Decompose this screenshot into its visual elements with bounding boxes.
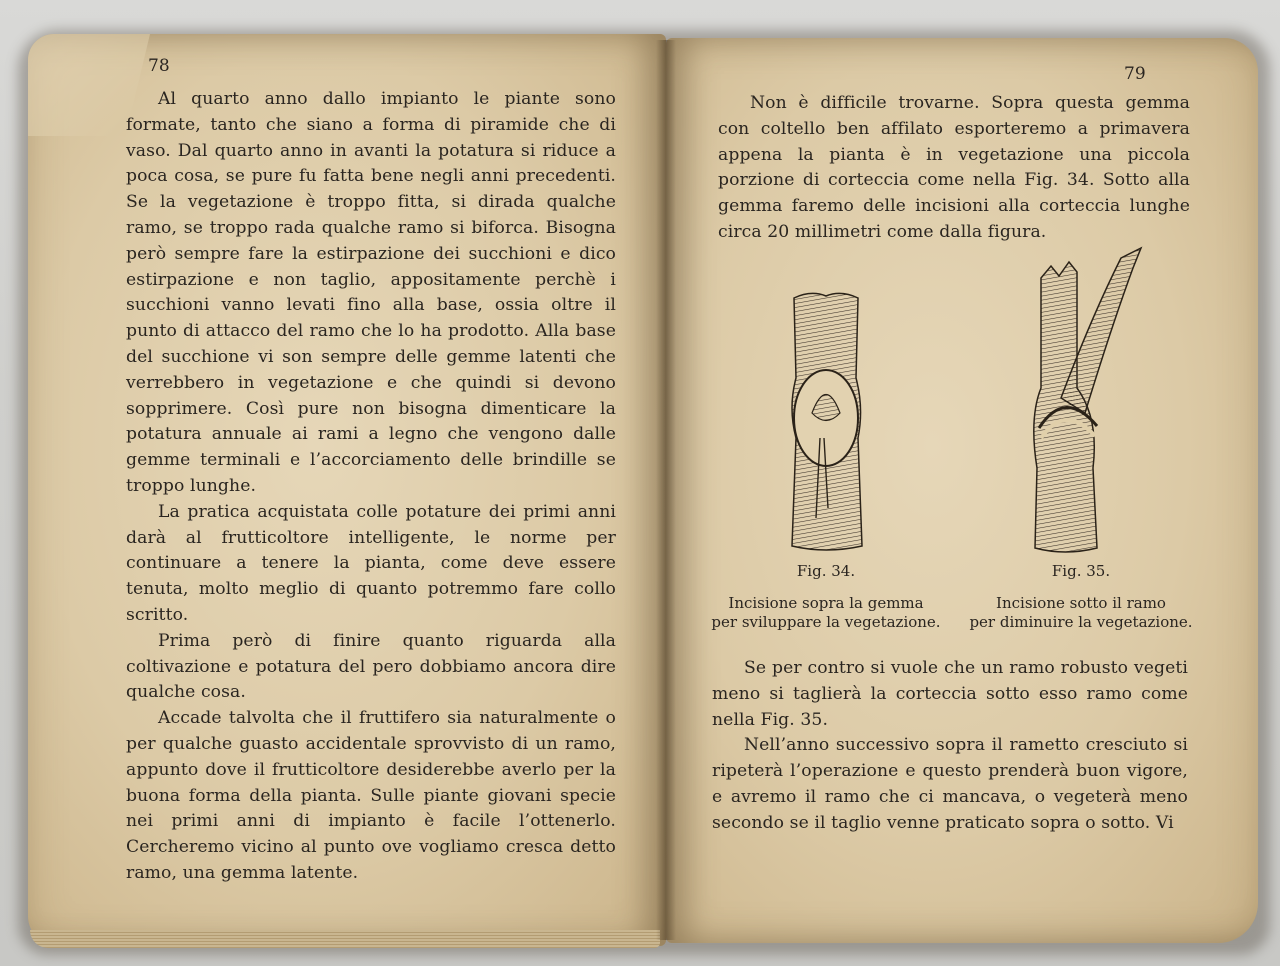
left-page-text <box>126 87 616 887</box>
page-number-right: 79 <box>1124 64 1146 84</box>
right-page <box>666 38 1258 943</box>
left-page <box>28 34 666 946</box>
branch-incision-above-bud-illustration <box>766 288 886 558</box>
paragraph: Al quarto anno dallo impianto le piante sono formate, tanto che siano a forma di piramide che di vaso. Dal quarto anno in avanti la potatura si riduce a poca cosa, se pure fu fatta bene negli anni precedenti. Se la vegetazione è troppo fitta, si dirada qualche ramo, se troppo rada qualche ramo si biforca. Bisogna però sempre fare la estirpazione dei succhioni e dico estirpazione e non taglio, appositamente perchè i succhioni vanno levati fino alla base, ossia oltre il punto di attacco del ramo che lo ha prodotto. Alla base del succhione vi son sempre delle gemme latenti che verrebbero in vegetazione e che quindi si devono sopprimere. Così pure non bisogna dimenticare la potatura annuale ai rami a legno che vengono dalle gemme terminali e l’accorciamento delle brindille se troppo lunghe. <box>126 89 616 496</box>
paragraph: Non è difficile trovarne. Sopra questa gemma con coltello ben affilato esporteremo a primavera appena la pianta è in vegetazione una piccola porzione di corteccia come nella Fig. 34. Sotto alla gemma faremo delle incisioni alla corteccia lunghe circa 20 millimetri come dalla figura. <box>718 93 1190 242</box>
right-page-top-text <box>718 91 1190 246</box>
right-page-bottom-text <box>712 656 1188 837</box>
figure-caption: per sviluppare la vegetazione. <box>711 613 941 631</box>
figure-34 <box>706 288 946 632</box>
figure-label: Fig. 34. <box>796 562 856 580</box>
branch-incision-below-shoot-illustration <box>1001 238 1161 558</box>
figure-caption: per diminuire la vegetazione. <box>969 613 1193 631</box>
paragraph: La pratica acquistata colle potature dei primi anni darà al frutticoltore intelligente, le norme per continuare a tenere la pianta, come deve essere tenuta, molto meglio di quanto potremmo fare collo scritto. <box>126 501 616 625</box>
paragraph: Accade talvolta che il fruttifero sia naturalmente o per qualche guasto accidentale sprovvisto di un ramo, appunto dove il frutticoltore desiderebbe averlo per la buona forma della pianta. Sulle piante giovani specie nei primi anni di impianto è facile l’ottenerlo. Cercheremo vicino al punto ove vogliamo cresca detto ramo, una gemma latente. <box>126 708 616 883</box>
figure-35 <box>966 238 1196 632</box>
paragraph: Prima però di finire quanto riguarda alla coltivazione e potatura del pero dobbiamo ancora dire qualche cosa. <box>126 630 616 703</box>
book-gutter <box>656 40 676 940</box>
figure-caption: Incisione sotto il ramo <box>996 594 1166 612</box>
page-stack-edge <box>30 930 660 948</box>
paragraph: Nell’anno successivo sopra il rametto cresciuto si ripeterà l’operazione e questo prenderà buon vigore, e avremo il ramo che ci mancava, o vegeterà meno secondo se il taglio venne praticato sopra o sotto. Vi <box>712 735 1188 833</box>
figure-caption: Incisione sopra la gemma <box>728 594 924 612</box>
page-number-left: 78 <box>148 56 170 76</box>
figure-label: Fig. 35. <box>1051 562 1111 580</box>
paragraph: Se per contro si vuole che un ramo robusto vegeti meno si taglierà la corteccia sotto esso ramo come nella Fig. 35. <box>712 658 1188 730</box>
